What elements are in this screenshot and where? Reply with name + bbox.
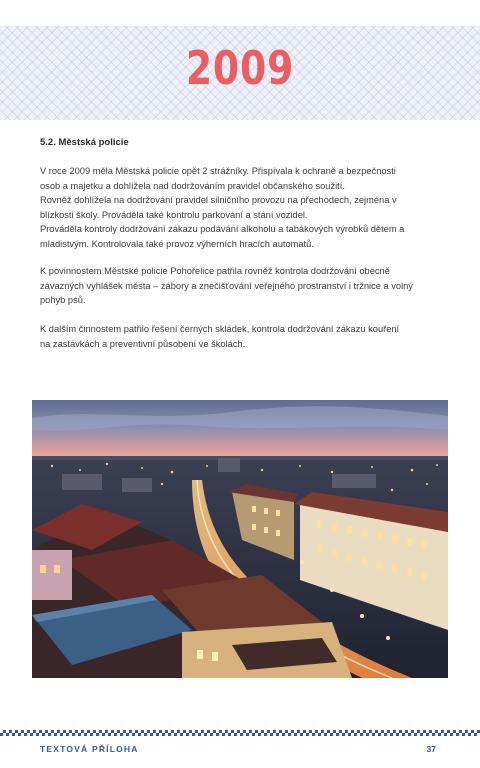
text-line: mladistvým. Kontrolovala také provoz výherních hracích automatů. bbox=[40, 238, 314, 249]
year-heading: 2009 bbox=[185, 41, 295, 95]
page-number: 37 bbox=[426, 744, 436, 754]
text-line: osob a majetku a dohlížela nad dodržováním pravidel občanského soužití. bbox=[40, 180, 345, 191]
text-line: K povinnostem Městské policie Pohořelice patřila rovněž kontrola dodržování obecně bbox=[40, 266, 390, 276]
text-line: V roce 2009 měla Městská policie opět 2 strážníky. Přispívala k ochraně a bezpečnosti bbox=[40, 166, 396, 176]
paragraph-1 bbox=[40, 164, 450, 251]
text-line: závazných vyhlášek města – zábory a znečišťování veřejného prostranství i tržnice a volný bbox=[40, 280, 413, 291]
footer-pattern-strip bbox=[0, 730, 480, 736]
footer-label: TEXTOVÁ PŘÍLOHA bbox=[40, 744, 139, 754]
paragraph-2 bbox=[40, 264, 450, 308]
paragraph-3 bbox=[40, 322, 450, 351]
text-line: na zastávkách a preventivní působení ve školách. bbox=[40, 338, 246, 349]
section-title: 5.2. Městská policie bbox=[40, 137, 129, 148]
text-line: blízkosti školy. Prováděla také kontrolu parkování a stání vozidel. bbox=[40, 209, 308, 220]
text-line: Rovněž dohlížela na dodržování pravidel silničního provozu na přechodech, zejména v bbox=[40, 195, 397, 205]
town-photo bbox=[32, 400, 448, 678]
text-line: pohyb psů. bbox=[40, 295, 86, 305]
text-line: K dalším činnostem patřilo řešení černých skládek, kontrola dodržování zákazu kouření bbox=[40, 324, 400, 334]
text-line: Prováděla kontroly dodržování zákazu podávání alkoholu a tabákových výrobků dětem a bbox=[40, 224, 405, 234]
